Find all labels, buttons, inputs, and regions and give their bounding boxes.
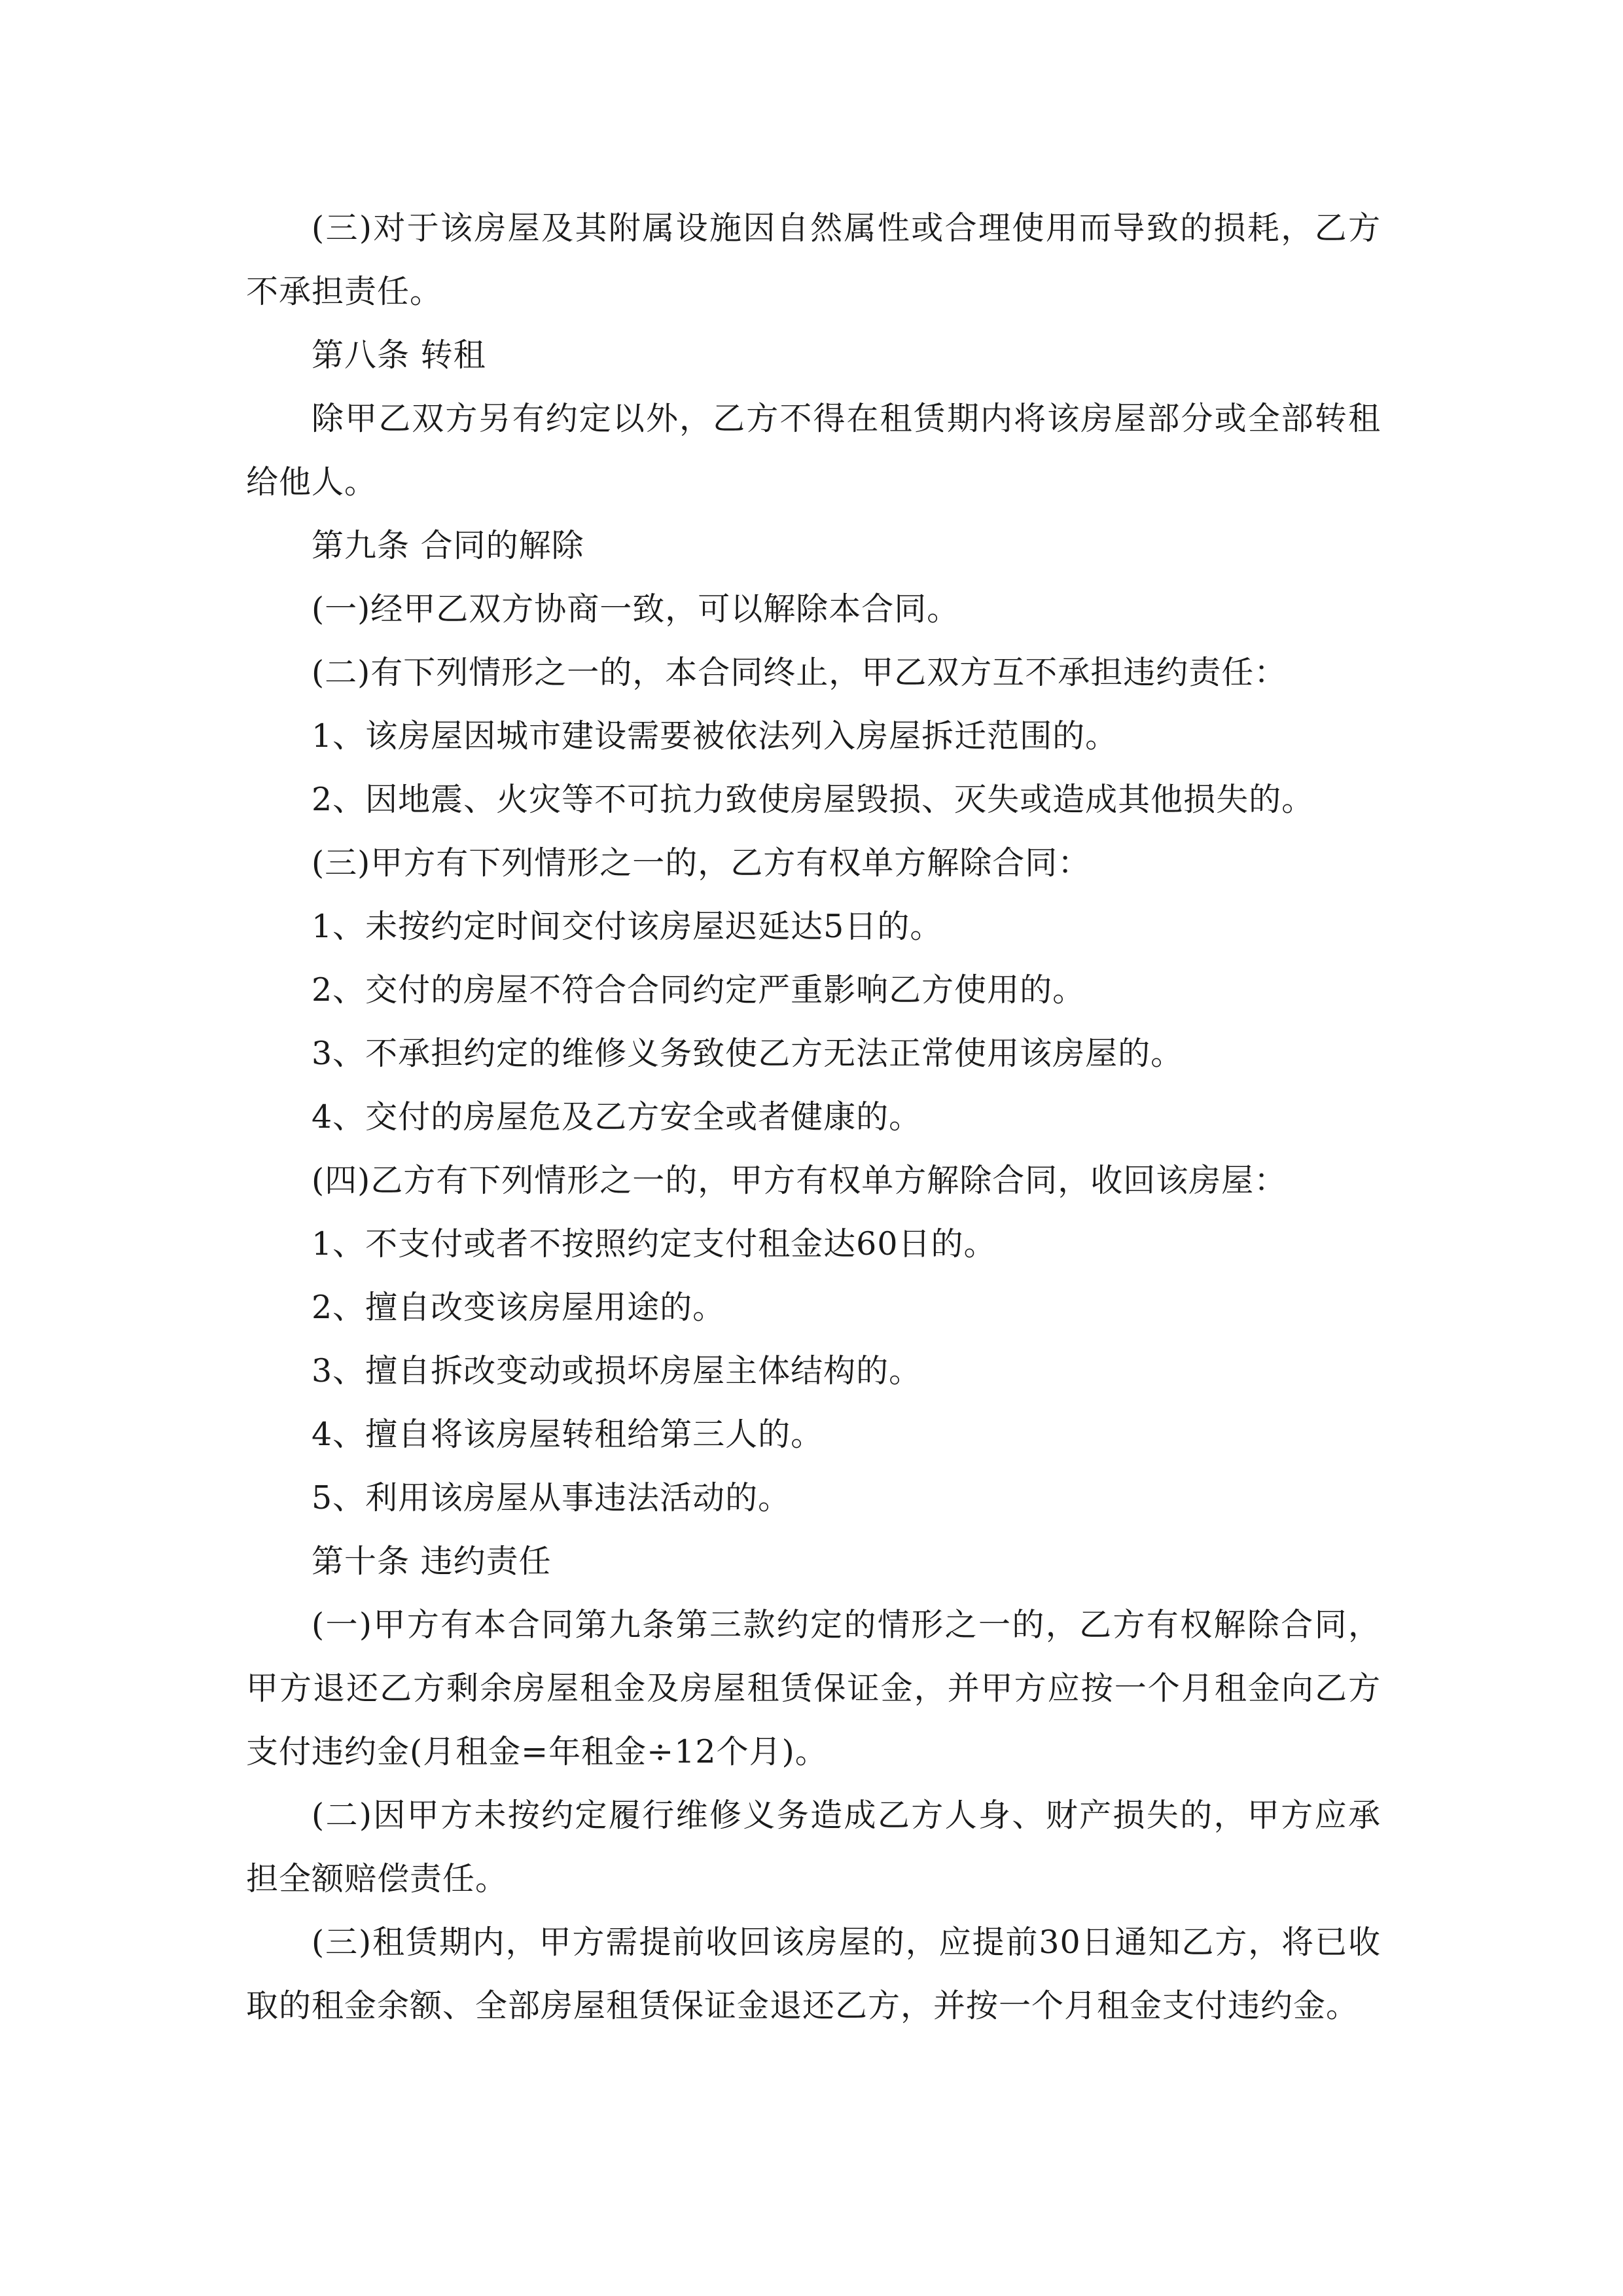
list-item: 3、擅自拆改变动或损坏房屋主体结构的。 bbox=[312, 1352, 922, 1390]
paragraph: (三)对于该房屋及其附属设施因自然属性或合理使用而导致的损耗，乙方不承担责任。 bbox=[246, 209, 1381, 310]
list-item: 4、擅自将该房屋转租给第三人的。 bbox=[312, 1416, 824, 1453]
list-item: 1、未按约定时间交付该房屋迟延达5日的。 bbox=[312, 908, 943, 945]
paragraph: (二)有下列情形之一的，本合同终止，甲乙双方互不承担违约责任： bbox=[312, 654, 1287, 691]
section-heading: 第十条 违约责任 bbox=[312, 1543, 552, 1580]
paragraph: (四)乙方有下列情形之一的，甲方有权单方解除合同，收回该房屋： bbox=[312, 1162, 1287, 1199]
list-item: 2、交付的房屋不符合合同约定严重影响乙方使用的。 bbox=[312, 971, 1086, 1009]
list-item: 4、交付的房屋危及乙方安全或者健康的。 bbox=[312, 1098, 922, 1136]
section-heading: 第八条 转租 bbox=[312, 336, 486, 374]
list-item: 2、擅自改变该房屋用途的。 bbox=[312, 1289, 726, 1326]
paragraph: (一)甲方有本合同第九条第三款约定的情形之一的，乙方有权解除合同，甲方退还乙方剩余房屋租金及房屋租赁保证金，并甲方应按一个月租金向乙方支付违约金(月租金=年租金÷12个月)。 bbox=[246, 1606, 1381, 1770]
document-body bbox=[246, 196, 1381, 2037]
paragraph: 除甲乙双方另有约定以外，乙方不得在租赁期内将该房屋部分或全部转租给他人。 bbox=[246, 400, 1381, 501]
paragraph: (三)租赁期内，甲方需提前收回该房屋的，应提前30日通知乙方，将已收取的租金余额、全部房屋租赁保证金退还乙方，并按一个月租金支付违约金。 bbox=[246, 1924, 1381, 2024]
paragraph: (一)经甲乙双方协商一致，可以解除本合同。 bbox=[312, 590, 960, 628]
list-item: 1、该房屋因城市建设需要被依法列入房屋拆迁范围的。 bbox=[312, 717, 1118, 755]
paragraph: (二)因甲方未按约定履行维修义务造成乙方人身、财产损失的，甲方应承担全额赔偿责任。 bbox=[246, 1797, 1381, 1897]
list-item: 2、因地震、火灾等不可抗力致使房屋毁损、灭失或造成其他损失的。 bbox=[312, 781, 1315, 818]
list-item: 3、不承担约定的维修义务致使乙方无法正常使用该房屋的。 bbox=[312, 1035, 1184, 1072]
list-item: 1、不支付或者不按照约定支付租金达60日的。 bbox=[312, 1225, 997, 1263]
list-item: 5、利用该房屋从事违法活动的。 bbox=[312, 1479, 791, 1516]
paragraph: (三)甲方有下列情形之一的，乙方有权单方解除合同： bbox=[312, 844, 1091, 882]
section-heading: 第九条 合同的解除 bbox=[312, 527, 584, 564]
